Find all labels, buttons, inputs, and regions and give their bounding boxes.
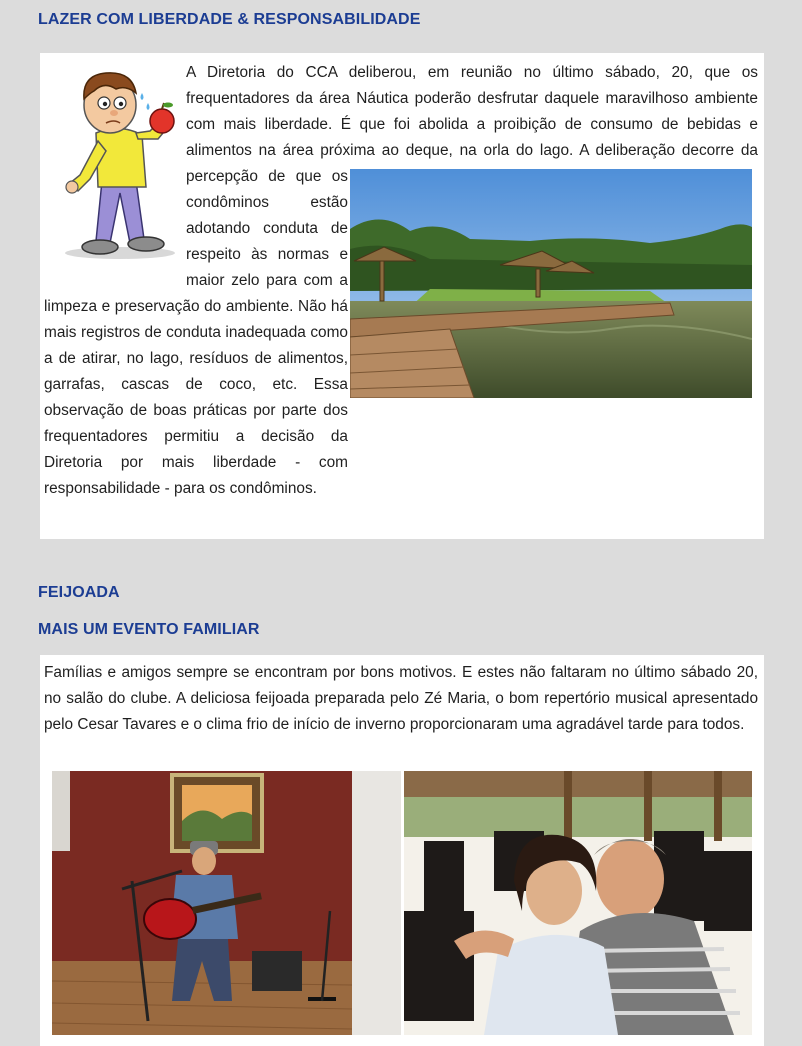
- article-subtitle-evento-familiar: MAIS UM EVENTO FAMILIAR: [38, 621, 260, 638]
- lake-deck-photo: [350, 169, 752, 398]
- couple-restaurant-photo: [404, 771, 752, 1035]
- article-title-lazer: LAZER COM LIBERDADE & RESPONSABILIDADE: [38, 11, 421, 28]
- article-feijoada-body: Famílias e amigos sempre se encontram por bons motivos. E estes não faltaram no último sábado 20, no salão do clube. A deliciosa feijoada preparada pelo Zé Maria, o bom repertório musical apresentado pelo Cesar Tavares e o clima frio de início de inverno proporcionaram uma agradável tarde para todos.: [44, 664, 758, 733]
- article-lazer: [40, 53, 764, 539]
- cartoon-boy-apple-image: [50, 63, 178, 263]
- article-title-feijoada: FEIJOADA: [38, 584, 120, 601]
- article-lazer-body: A Diretoria do CCA deliberou, em reunião no último sábado, 20, que os frequentadores da área Náutica poderão desfrutar daquele maravilhoso ambiente com mais liberdade. É que foi abolida a proibição de consumo de bebidas e alimentos na área próxima ao deque, na orla do lago. A deliberação decorre da percepção de que os condôminos estão adotando conduta de respeito às normas e maior zelo para com a limpeza e preservação do ambiente. Não há mais registros de conduta inadequada como a de atirar, no lago, resíduos de alimentos, garrafas, cascas de coco, etc. Essa observação de boas práticas por parte dos frequentadores permitiu a decisão da Diretoria por mais liberdade - com responsabilidade - para os condôminos.: [44, 64, 758, 497]
- musician-guitar-photo: [52, 771, 401, 1035]
- article-feijoada: [40, 655, 764, 1046]
